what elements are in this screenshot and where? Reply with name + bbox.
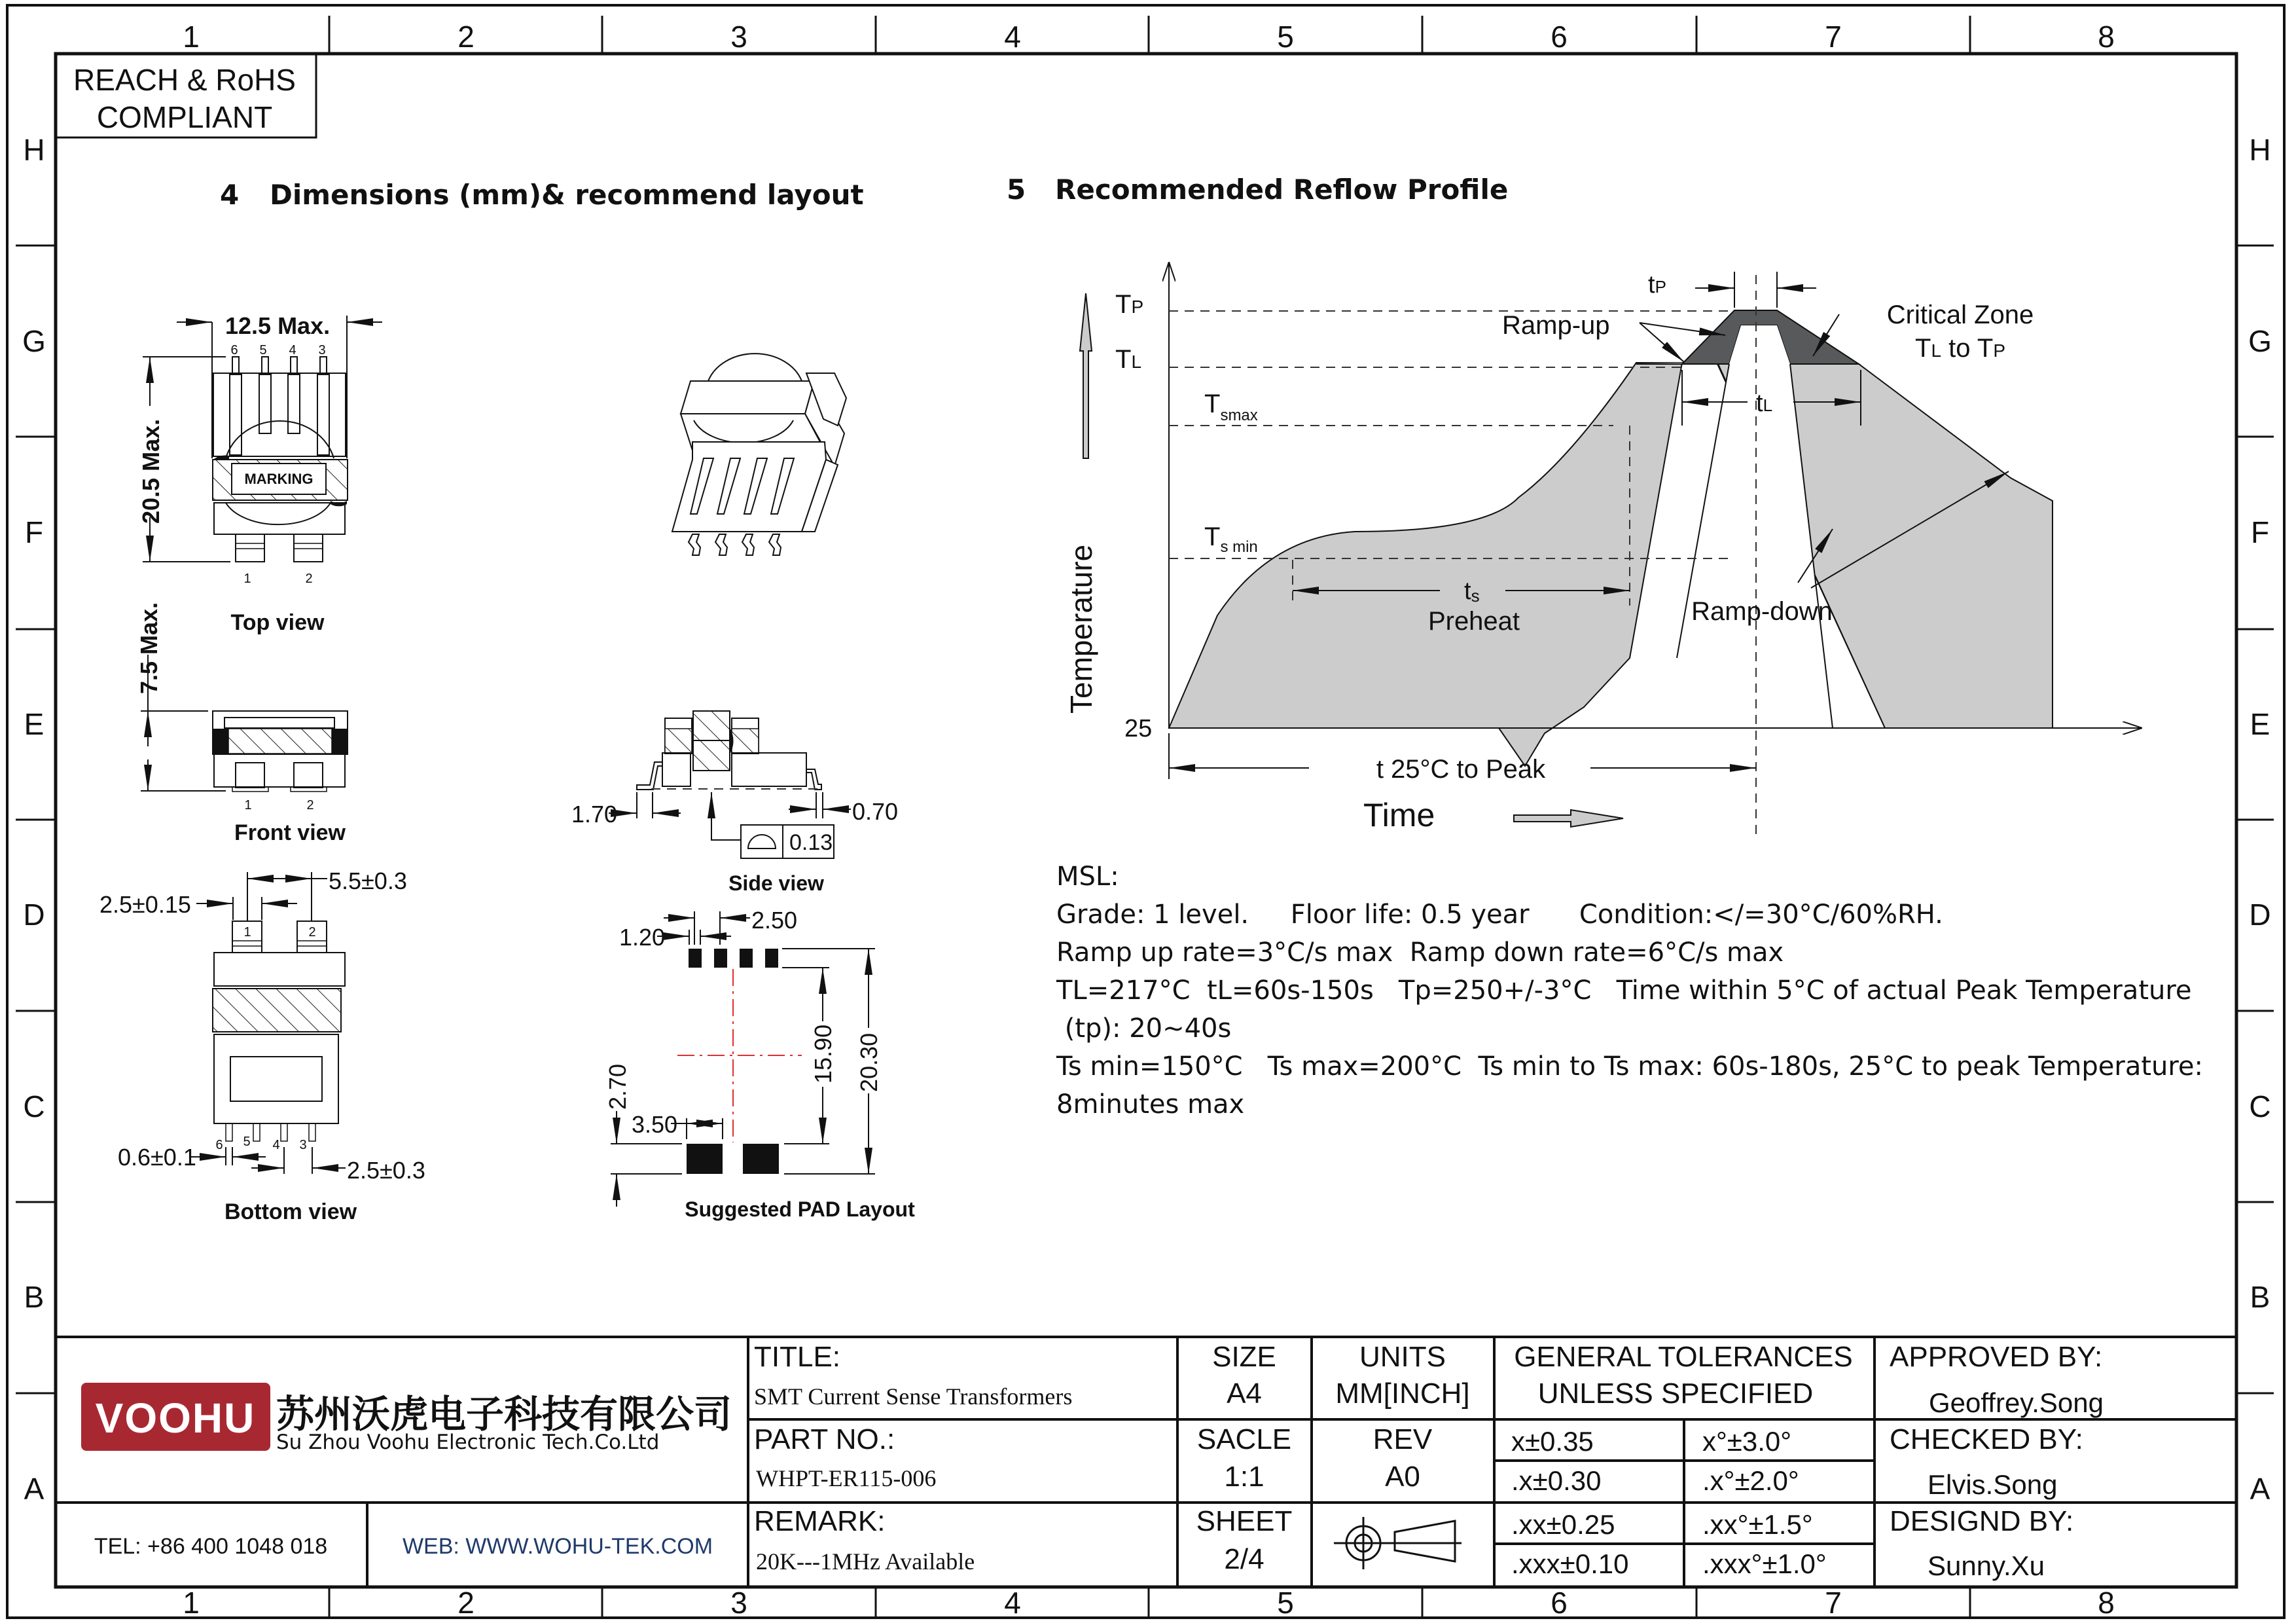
reflow-chart bbox=[1064, 262, 2142, 835]
bottom-view-pin-width-dim: 0.6±0.1 bbox=[118, 1144, 196, 1171]
grid-col-label: 3 bbox=[730, 1586, 747, 1620]
bottom-view-pitch-dim: 5.5±0.3 bbox=[329, 867, 407, 894]
svg-text:Ts min bbox=[1204, 522, 1258, 556]
pin-label: 4 bbox=[272, 1138, 280, 1152]
logo-text: VOOHU bbox=[95, 1395, 256, 1442]
tl-sub-label: L bbox=[1131, 352, 1142, 372]
tolerances-heading-2: UNLESS SPECIFIED bbox=[1537, 1377, 1814, 1410]
svg-text:tP bbox=[1648, 271, 1666, 299]
pad-outer-span-dim: 20.30 bbox=[855, 1032, 882, 1092]
front-view-drawing bbox=[135, 602, 348, 845]
critical-zone-label: Critical Zone bbox=[1886, 301, 2034, 329]
units-label: UNITS bbox=[1359, 1341, 1446, 1373]
grid-col-label: 8 bbox=[2098, 1586, 2115, 1620]
tp-time-sub-label: P bbox=[1655, 277, 1666, 297]
grid-col-label: 5 bbox=[1277, 1586, 1294, 1620]
pin-label: 6 bbox=[230, 343, 238, 357]
tolerance-angular: .xx°±1.5° bbox=[1702, 1509, 1813, 1540]
grid-col-label: 7 bbox=[1825, 1586, 1842, 1620]
title-label: TITLE: bbox=[754, 1341, 841, 1373]
title-value: SMT Current Sense Transformers bbox=[754, 1383, 1073, 1410]
tsmin-label: T bbox=[1204, 522, 1221, 551]
grid-row-label: B bbox=[2250, 1280, 2270, 1314]
front-view-height-dim: 7.5 Max. bbox=[135, 602, 162, 694]
approved-by-value: Geoffrey.Song bbox=[1929, 1387, 2104, 1418]
grid-col-label: 6 bbox=[1551, 20, 1568, 54]
compliance-line1: REACH & RoHS bbox=[73, 63, 296, 97]
remark-label: REMARK: bbox=[754, 1505, 886, 1537]
tsmax-label: T bbox=[1204, 390, 1221, 418]
pin-label: 3 bbox=[318, 343, 326, 357]
approved-by-label: APPROVED BY: bbox=[1890, 1341, 2103, 1373]
grid-col-label: 8 bbox=[2098, 20, 2115, 54]
company-name-cn: 苏州沃虎电子科技有限公司 bbox=[276, 1392, 732, 1436]
tolerance-angular: .x°±2.0° bbox=[1702, 1465, 1799, 1496]
ts-sub-label: s bbox=[1471, 586, 1480, 606]
pad-layout-label: Suggested PAD Layout bbox=[685, 1197, 915, 1221]
tolerance-linear: .x±0.30 bbox=[1511, 1465, 1602, 1496]
svg-text:TL bbox=[1115, 345, 1141, 374]
preheat-label: Preheat bbox=[1427, 607, 1520, 636]
pin-label: 1 bbox=[244, 798, 252, 812]
baseline-25-label: 25 bbox=[1124, 715, 1153, 742]
sheet-label: SHEET bbox=[1196, 1505, 1293, 1537]
pad-big-height-dim: 2.70 bbox=[604, 1063, 631, 1110]
scale-value: 1:1 bbox=[1224, 1461, 1265, 1493]
svg-text:TP bbox=[1115, 290, 1143, 319]
grid-row-label: G bbox=[2248, 324, 2272, 358]
tolerance-angular: x°±3.0° bbox=[1702, 1426, 1792, 1457]
tl-time-sub-label: L bbox=[1763, 395, 1773, 415]
tl-label: T bbox=[1115, 345, 1132, 374]
grid-row-label: C bbox=[23, 1089, 45, 1123]
pad-layout-drawing bbox=[604, 907, 915, 1221]
grid-row-label: G bbox=[22, 324, 46, 358]
grid-col-label: 7 bbox=[1825, 20, 1842, 54]
tp-sub-label: P bbox=[1131, 297, 1144, 317]
compliance-box bbox=[56, 54, 316, 137]
grid-row-label: F bbox=[2250, 515, 2270, 549]
grid-col-label: 4 bbox=[1004, 1586, 1021, 1620]
tp-label: T bbox=[1115, 290, 1132, 319]
grid-row-label: A bbox=[2250, 1472, 2270, 1506]
bottom-view-label: Bottom view bbox=[224, 1199, 357, 1224]
pad-big-width-dim: 3.50 bbox=[632, 1111, 678, 1138]
pin-label: 1 bbox=[243, 925, 251, 939]
grid-col-label: 2 bbox=[457, 1586, 475, 1620]
x-axis-title: Time bbox=[1363, 797, 1435, 833]
pin-label: 5 bbox=[243, 1135, 251, 1149]
company-tel: TEL: +86 400 1048 018 bbox=[94, 1534, 328, 1559]
tp-time-label: t bbox=[1648, 271, 1655, 299]
top-view-length-dim: 20.5 Max. bbox=[137, 418, 164, 524]
tsmax-sub-label: smax bbox=[1220, 407, 1258, 424]
grid-row-label: D bbox=[23, 898, 45, 932]
grid-col-label: 6 bbox=[1551, 1586, 1568, 1620]
top-view-marking: MARKING bbox=[244, 471, 314, 487]
sheet-value: 2/4 bbox=[1224, 1543, 1265, 1575]
section5-title: Recommended Reflow Profile bbox=[1055, 173, 1509, 206]
part-no-label: PART NO.: bbox=[754, 1423, 895, 1455]
checked-by-label: CHECKED BY: bbox=[1890, 1423, 2083, 1455]
company-web: WEB: WWW.WOHU-TEK.COM bbox=[402, 1534, 713, 1559]
first-angle-projection-icon bbox=[1334, 1517, 1462, 1569]
grid-row-label: D bbox=[2249, 898, 2271, 932]
msl-line: Ts min=150°C Ts max=200°C Ts min to Ts max: 60s-180s, 25°C to peak Temperature: bbox=[1056, 1051, 2204, 1082]
tolerance-linear: .xx±0.25 bbox=[1511, 1509, 1615, 1540]
pad-width-dim: 1.20 bbox=[619, 924, 666, 951]
grid-col-label: 1 bbox=[183, 1586, 200, 1620]
pin-label: 3 bbox=[299, 1138, 307, 1152]
section5-number: 5 bbox=[1007, 173, 1026, 206]
critical-zone-tl: T bbox=[1915, 334, 1931, 363]
tl-time-label: t bbox=[1756, 390, 1763, 417]
side-view-label: Side view bbox=[728, 871, 824, 895]
tolerances-heading-1: GENERAL TOLERANCES bbox=[1514, 1341, 1853, 1373]
top-view-drawing bbox=[137, 312, 382, 635]
pin-label: 5 bbox=[259, 343, 267, 357]
grid-row-label: H bbox=[2249, 133, 2271, 167]
tsmin-sub-label: s min bbox=[1220, 538, 1258, 556]
grid-row-label: E bbox=[24, 707, 45, 741]
front-view-label: Front view bbox=[234, 820, 346, 845]
grid-col-label: 5 bbox=[1277, 20, 1294, 54]
remark-value: 20K---1MHz Available bbox=[756, 1548, 975, 1575]
grid-col-label: 2 bbox=[457, 20, 475, 54]
profile-of-surface-icon bbox=[748, 835, 776, 848]
grid-col-label: 1 bbox=[183, 20, 200, 54]
grid-col-label: 3 bbox=[730, 20, 747, 54]
temperature-up-arrow-icon bbox=[1080, 293, 1092, 458]
msl-notes bbox=[1056, 862, 2203, 1120]
rev-value: A0 bbox=[1385, 1461, 1420, 1493]
size-label: SIZE bbox=[1212, 1341, 1276, 1373]
units-value: MM[INCH] bbox=[1335, 1377, 1470, 1410]
grid-row-label: H bbox=[23, 133, 45, 167]
msl-line: TL=217°C tL=60s-150s Tp=250+/-3°C Time within 5°C of actual Peak Temperature bbox=[1056, 976, 2192, 1006]
critical-zone-tp-sub: P bbox=[1993, 340, 2005, 361]
grid-row-label: C bbox=[2249, 1089, 2271, 1123]
bottom-view-pin-pitch-dim: 2.5±0.3 bbox=[347, 1157, 425, 1184]
tolerance-linear: .xxx±0.10 bbox=[1511, 1548, 1629, 1579]
pin-label: 4 bbox=[289, 343, 296, 357]
pin-label: 1 bbox=[243, 572, 251, 586]
tolerance-linear: x±0.35 bbox=[1511, 1426, 1594, 1457]
msl-line: Grade: 1 level. Floor life: 0.5 year Condition:</=30°C/60%RH. bbox=[1056, 900, 1943, 930]
designed-by-label: DESIGND BY: bbox=[1890, 1505, 2074, 1537]
svg-text:TL to TP bbox=[1915, 334, 2005, 363]
pin-label: 2 bbox=[306, 798, 314, 812]
company-name-en: Su Zhou Voohu Electronic Tech.Co.Ltd bbox=[276, 1431, 660, 1454]
isometric-view-drawing bbox=[672, 354, 846, 555]
bottom-view-pad-width-dim: 2.5±0.15 bbox=[99, 891, 191, 918]
msl-heading: MSL: bbox=[1056, 862, 1119, 892]
part-no-value: WHPT-ER115-006 bbox=[756, 1465, 937, 1491]
grid-row-label: B bbox=[24, 1280, 45, 1314]
y-axis-title: Temperature bbox=[1064, 544, 1098, 714]
top-view-label: Top view bbox=[230, 610, 325, 635]
ramp-down-label: Ramp-down bbox=[1691, 597, 1833, 626]
tolerance-angular: .xxx°±1.0° bbox=[1702, 1548, 1827, 1579]
pin-label: 6 bbox=[215, 1138, 223, 1152]
bottom-view-drawing bbox=[99, 867, 425, 1224]
designed-by-value: Sunny.Xu bbox=[1928, 1550, 2045, 1581]
rev-label: REV bbox=[1372, 1423, 1433, 1455]
msl-line: Ramp up rate=3°C/s max Ramp down rate=6°C/s max bbox=[1056, 938, 1784, 968]
section4-title: Dimensions (mm)& recommend layout bbox=[270, 179, 864, 211]
section4-number: 4 bbox=[220, 179, 240, 211]
t25-to-peak-label: t 25°C to Peak bbox=[1376, 755, 1546, 784]
sheet-frame bbox=[7, 5, 2284, 1618]
pin-label: 2 bbox=[308, 925, 316, 939]
title-block bbox=[56, 1337, 2236, 1587]
side-view-right-dim: 0.70 bbox=[852, 798, 899, 825]
grid-row-label: E bbox=[2250, 707, 2270, 741]
compliance-line2: COMPLIANT bbox=[96, 100, 273, 134]
side-view-flatness: 0.13 bbox=[789, 830, 833, 855]
size-value: A4 bbox=[1227, 1377, 1262, 1410]
checked-by-value: Elvis.Song bbox=[1928, 1469, 2058, 1500]
msl-line: 8minutes max bbox=[1056, 1089, 1245, 1120]
svg-text:Tsmax bbox=[1204, 390, 1258, 424]
time-right-arrow-icon bbox=[1514, 810, 1623, 827]
critical-zone-to: to T bbox=[1941, 334, 1994, 363]
side-view-left-dim: 1.70 bbox=[571, 801, 618, 828]
ts-label: t bbox=[1464, 577, 1471, 605]
pad-pitch-dim: 2.50 bbox=[751, 907, 798, 934]
pad-inner-span-dim: 15.90 bbox=[810, 1024, 836, 1084]
grid-row-label: A bbox=[24, 1472, 45, 1506]
critical-zone-tl-sub: L bbox=[1931, 340, 1942, 361]
grid-row-label: F bbox=[24, 515, 44, 549]
pin-label: 2 bbox=[305, 572, 313, 586]
scale-label: SACLE bbox=[1196, 1423, 1292, 1455]
top-view-width-dim: 12.5 Max. bbox=[225, 312, 331, 339]
msl-line: (tp): 20~40s bbox=[1056, 1013, 1232, 1044]
side-view-drawing bbox=[571, 711, 898, 895]
ramp-up-label: Ramp-up bbox=[1502, 311, 1610, 340]
grid-col-label: 4 bbox=[1004, 20, 1021, 54]
